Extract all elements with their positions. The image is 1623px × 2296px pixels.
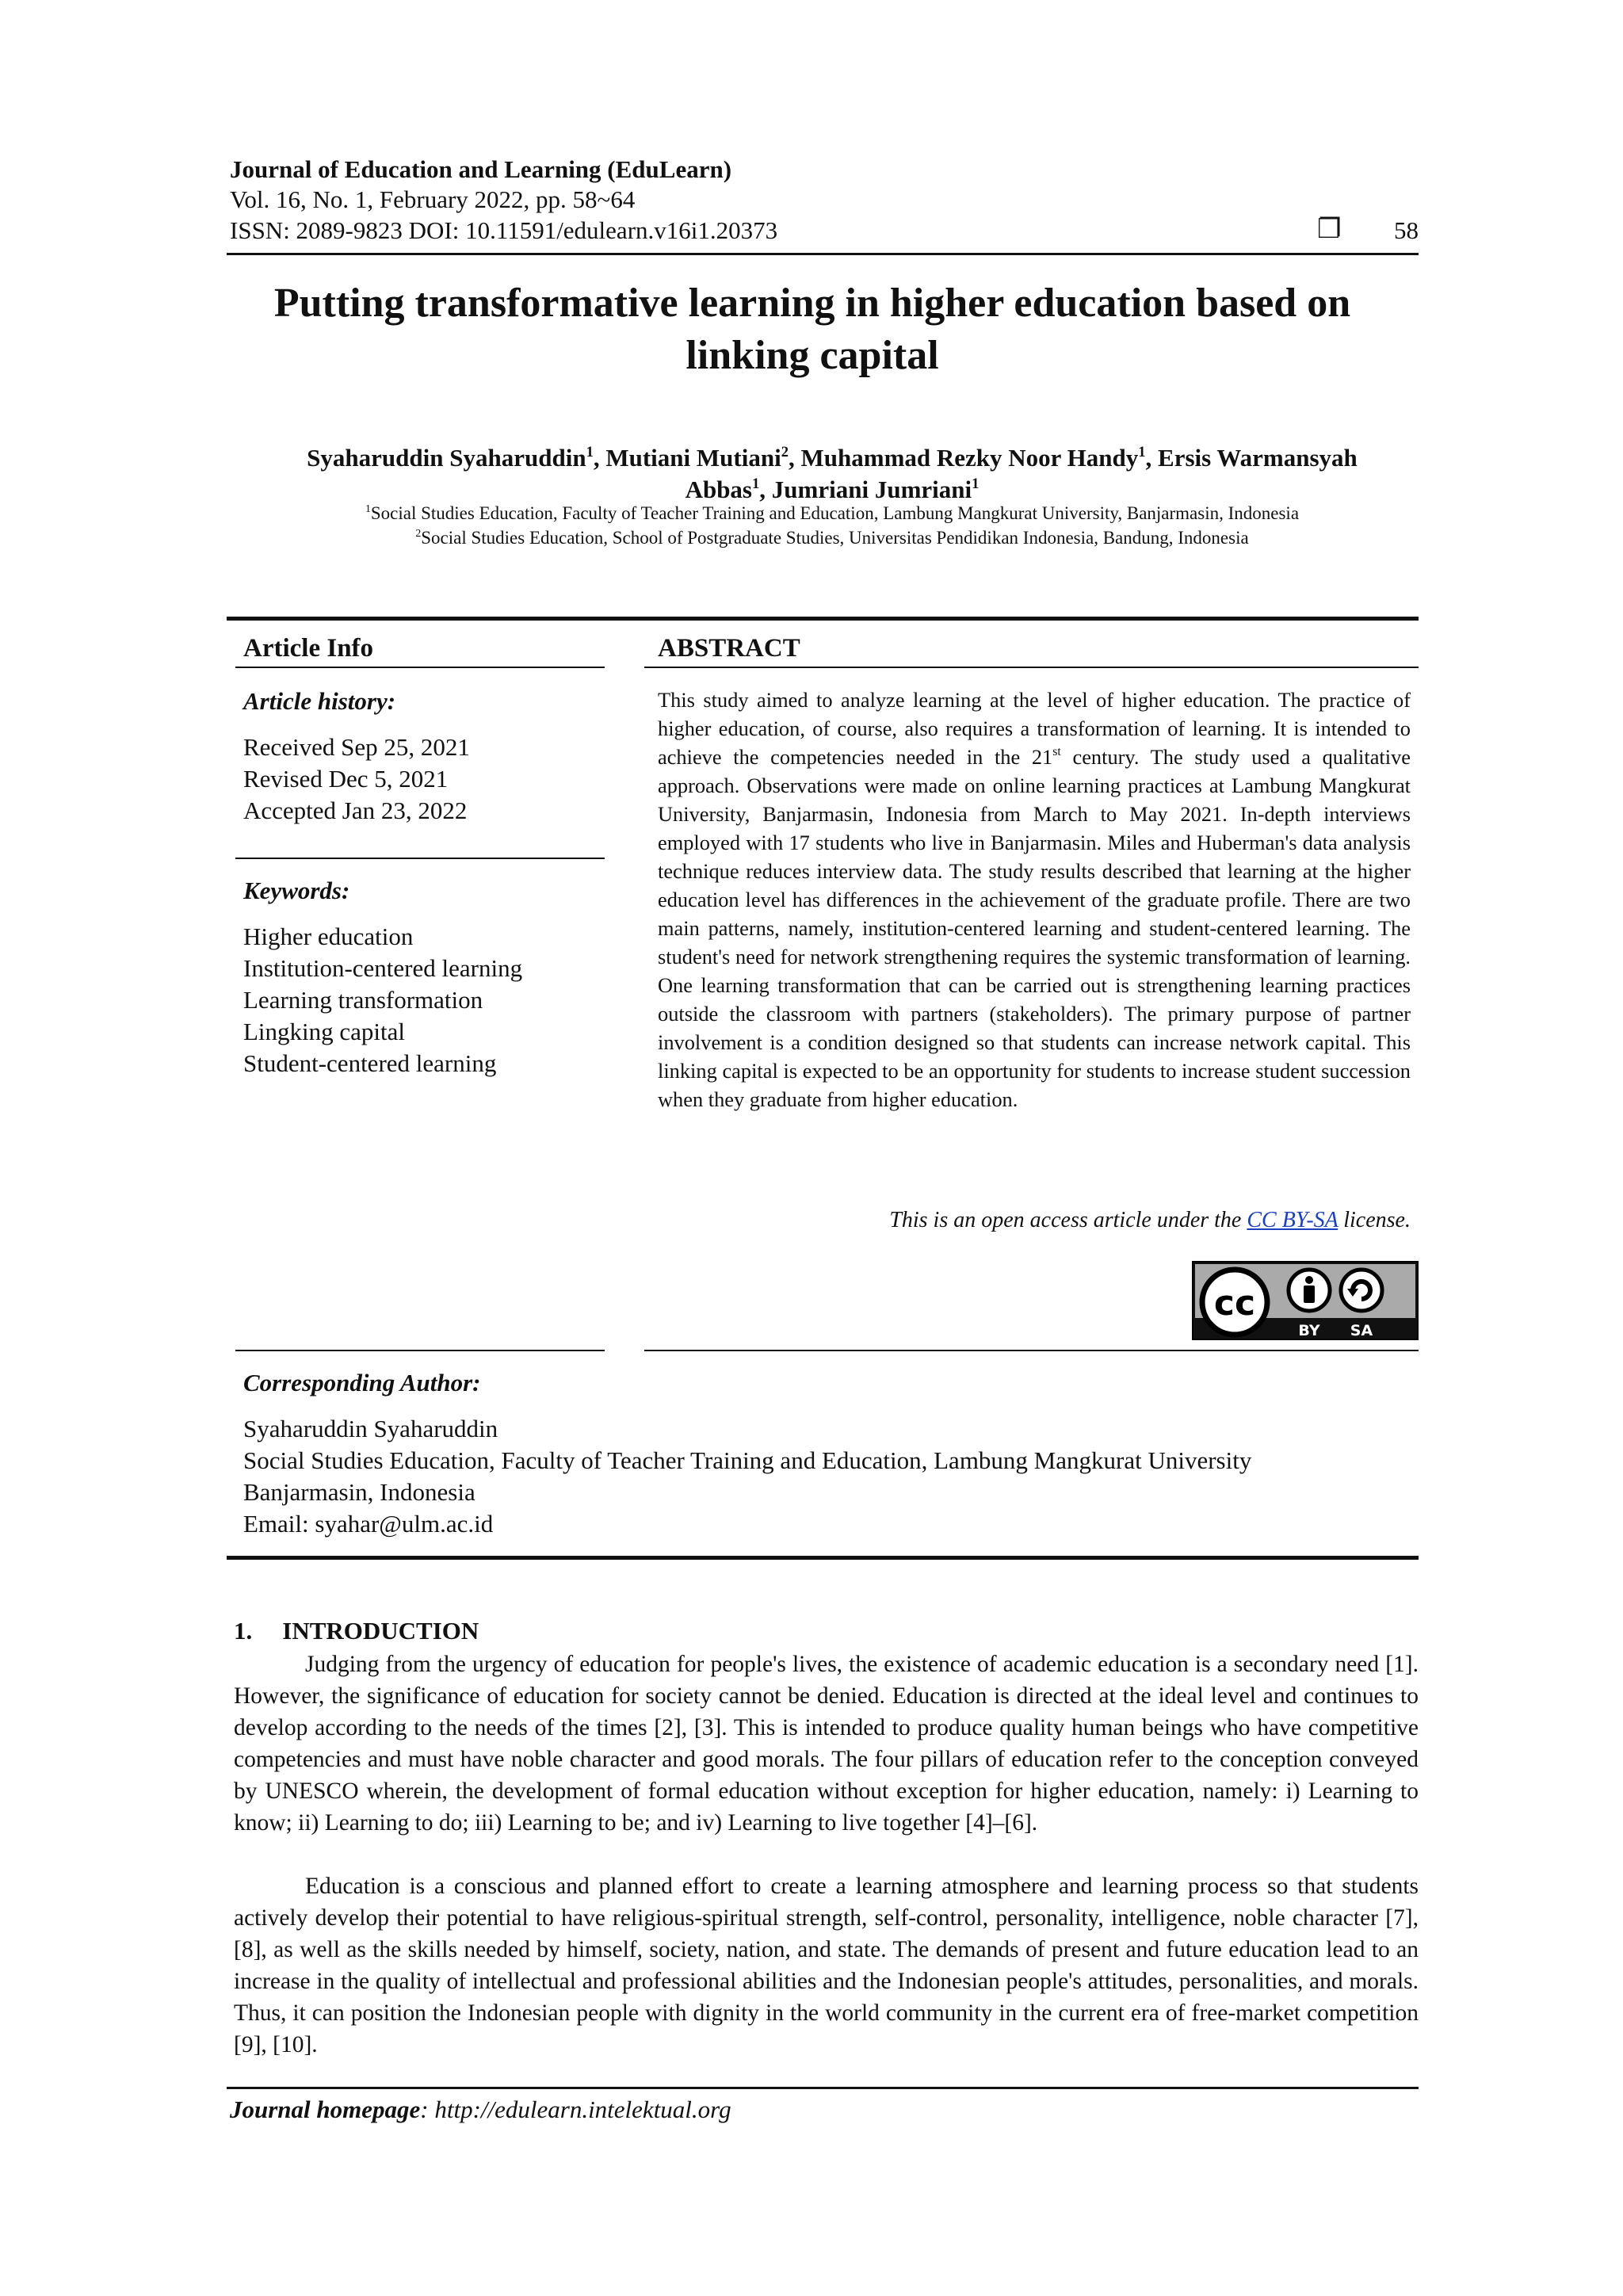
history-rule bbox=[235, 858, 605, 859]
footer-url[interactable]: : http://edulearn.intelektual.org bbox=[420, 2095, 731, 2123]
info-bottom-rule bbox=[235, 1350, 605, 1351]
abstract-heading: ABSTRACT bbox=[658, 634, 800, 663]
abstract-body bbox=[658, 686, 1411, 1114]
section-title: INTRODUCTION bbox=[282, 1617, 479, 1645]
license-text: This is an open access article under the bbox=[889, 1208, 1247, 1232]
block-top-rule bbox=[227, 617, 1419, 621]
sa-label: SA bbox=[1350, 1322, 1373, 1339]
revised-date: Revised Dec 5, 2021 bbox=[243, 765, 449, 793]
license-link[interactable]: CC BY-SA bbox=[1247, 1208, 1338, 1232]
abstract-heading-rule bbox=[644, 667, 1419, 668]
footer bbox=[230, 2095, 731, 2125]
title-line-2: linking capital bbox=[685, 333, 939, 378]
corresponding-heading: Corresponding Author: bbox=[243, 1369, 481, 1396]
keyword-list bbox=[243, 921, 522, 1079]
author-name: , Ersis Warmansyah bbox=[1145, 444, 1358, 472]
author-name: , Jumriani Jumriani bbox=[759, 476, 972, 503]
abstract-text: This study aimed to analyze learning at the level of higher education. The practice of higher education, of course, also requires a transformation of learning. It is intended to achieve the competencies needed in the 21 bbox=[658, 688, 1411, 769]
affil-mark: 1 bbox=[1138, 443, 1146, 460]
article-history-heading: Article history: bbox=[243, 687, 396, 715]
received-date: Received Sep 25, 2021 bbox=[243, 733, 470, 761]
keyword-item: Higher education bbox=[243, 923, 414, 950]
author-name: , Mutiani Mutiani bbox=[593, 444, 781, 472]
journal-name: Journal of Education and Learning (EduLearn) bbox=[230, 155, 732, 183]
affil-mark: 2 bbox=[415, 526, 422, 539]
article-history bbox=[243, 732, 470, 827]
intro-heading bbox=[234, 1617, 479, 1645]
abstract-text: century. The study used a qualitative approach. Observations were made on online learning practices at Lambung Mangkurat University, Banjarmasin, Indonesia from March to May 2021. In-depth interviews employed with 17 students who live in Banjarmasin. Miles and Huberman's data analysis technique reduces interview data. The study results described that learning at the higher education level has differences in the achievement of the graduate profile. There are two main patterns, namely, institution-centered learning and student-centered learning. The student's need for network strengthening requires the systemic transformation of learning. One learning transformation that can be carried out is strengthening learning practices outside the classroom with partners (stakeholders). The primary purpose of partner involvement is a condition designed so that students can increase network capital. This linking capital is expected to be an opportunity for students to increase student succession when they graduate from higher education. bbox=[658, 745, 1411, 1111]
superscript: st bbox=[1052, 745, 1061, 759]
keyword-item: Institution-centered learning bbox=[243, 954, 523, 982]
block-bottom-rule bbox=[227, 1556, 1419, 1560]
affil-mark: 1 bbox=[752, 475, 760, 492]
cc-letters: cc bbox=[1213, 1283, 1256, 1324]
corresponding-email: Email: syahar@ulm.ac.id bbox=[243, 1510, 494, 1538]
sa-icon bbox=[1341, 1270, 1382, 1311]
info-heading-rule bbox=[235, 667, 605, 668]
footer-rule bbox=[227, 2087, 1419, 2089]
corresponding-details bbox=[243, 1413, 1408, 1540]
page-number: 58 bbox=[1394, 216, 1419, 244]
cc-by-sa-badge[interactable] bbox=[1192, 1261, 1419, 1340]
author-list bbox=[230, 442, 1434, 506]
affil-mark: 1 bbox=[972, 475, 980, 492]
footer-label: Journal homepage bbox=[230, 2095, 421, 2123]
corresponding-affiliation: Social Studies Education, Faculty of Teacher Training and Education, Lambung Mangkurat University bbox=[243, 1446, 1252, 1474]
author-line-1 bbox=[230, 442, 1434, 474]
corresponding-city: Banjarmasin, Indonesia bbox=[243, 1478, 475, 1506]
title-line-1: Putting transformative learning in higher education based on bbox=[273, 281, 1351, 326]
affiliation-2 bbox=[230, 526, 1434, 550]
section-number: 1. bbox=[234, 1617, 253, 1645]
accepted-date: Accepted Jan 23, 2022 bbox=[243, 797, 468, 824]
header-rule bbox=[227, 253, 1419, 255]
affil-mark: 1 bbox=[586, 443, 594, 460]
license-text: license. bbox=[1338, 1208, 1411, 1232]
abstract-bottom-rule bbox=[644, 1350, 1419, 1351]
author-name: Syaharuddin Syaharuddin bbox=[307, 444, 586, 472]
cc-icon bbox=[1193, 1263, 1420, 1342]
keyword-item: Lingking capital bbox=[243, 1018, 406, 1045]
intro-paragraph-2: Education is a conscious and planned effort to create a learning atmosphere and learning process so that students actively develop their potential to have religious-spiritual strength, self-control, personality, intelligence, noble character [7], [8], as well as the skills needed by himself, society, nation, and state. The demands of present and future education lead to an increase in the quality of intellectual and professional abilities and the Indonesian people's attitudes, personalities, and morals. Thus, it can position the Indonesian people with dignity in the world community in the current era of free-market competition [9], [10]. bbox=[234, 1874, 1419, 2057]
affil-mark: 2 bbox=[781, 443, 789, 460]
keyword-item: Learning transformation bbox=[243, 986, 483, 1014]
volume-info: Vol. 16, No. 1, February 2022, pp. 58~64 bbox=[230, 185, 636, 213]
box-icon: ❐ bbox=[1317, 213, 1342, 245]
keyword-item: Student-centered learning bbox=[243, 1049, 497, 1077]
author-line-2 bbox=[230, 474, 1434, 506]
affil-mark: 1 bbox=[365, 502, 371, 514]
article-info-heading: Article Info bbox=[243, 634, 374, 663]
affiliation-text: Social Studies Education, Faculty of Teacher Training and Education, Lambung Mangkurat University, Banjarmasin, Indonesia bbox=[370, 503, 1300, 523]
affiliation-text: Social Studies Education, School of Postgraduate Studies, Universitas Pendidikan Indonesia, Bandung, Indonesia bbox=[421, 528, 1249, 548]
keywords-heading: Keywords: bbox=[243, 877, 350, 904]
paper-title bbox=[214, 277, 1411, 382]
license-line bbox=[658, 1206, 1411, 1235]
author-name: , Muhammad Rezky Noor Handy bbox=[789, 444, 1139, 472]
author-name: Abbas bbox=[685, 476, 752, 503]
corresponding-name: Syaharuddin Syaharuddin bbox=[243, 1415, 498, 1442]
intro-paragraph-1: Judging from the urgency of education for people's lives, the existence of academic education is a secondary need [1]. However, the significance of education for society cannot be denied. Education is directed at the ideal level and continues to develop according to the needs of the times [2], [3]. This is intended to produce quality human beings who have competitive competencies and must have noble character and good morals. The four pillars of education refer to the conception conveyed by UNESCO wherein, the development of formal education without exception for higher education, namely: i) Learning to know; ii) Learning to do; iii) Learning to be; and iv) Learning to live together [4]–[6]. bbox=[234, 1652, 1419, 1836]
affiliation-1 bbox=[230, 502, 1434, 525]
by-label: BY bbox=[1298, 1322, 1320, 1339]
issn-doi: ISSN: 2089-9823 DOI: 10.11591/edulearn.v16i1.20373 bbox=[230, 216, 778, 244]
